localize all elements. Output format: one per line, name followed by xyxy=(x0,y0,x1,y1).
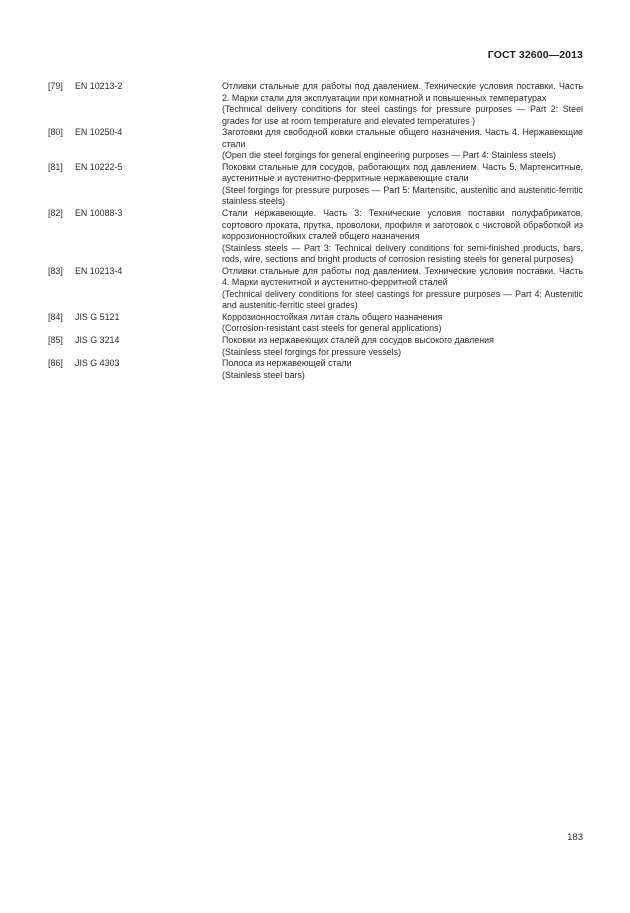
standard-code: EN 10222-5 xyxy=(75,161,123,172)
standard-code: JIS G 3214 xyxy=(75,335,120,346)
standard-code: JIS G 4303 xyxy=(75,358,120,369)
reference-number: [81] xyxy=(48,161,63,172)
reference-entry xyxy=(48,266,583,312)
reference-description xyxy=(222,127,583,162)
reference-number: [79] xyxy=(48,81,63,91)
reference-entry xyxy=(48,208,583,266)
reference-entry xyxy=(48,81,583,127)
english-title: (Stainless steels — Part 3: Technical delivery conditions for semi-finished products, bars, rods, wire, sections and bright products of corrosion resisting steels for general purposes) xyxy=(222,242,583,265)
reference-description xyxy=(222,312,583,335)
reference-list xyxy=(48,81,583,381)
reference-description xyxy=(222,81,583,127)
reference-number: [82] xyxy=(48,208,63,219)
page-number: 183 xyxy=(567,832,583,843)
english-title: (Open die steel forgings for general engineering purposes — Part 4: Stainless steels) xyxy=(222,150,556,161)
english-title: (Technical delivery conditions for steel castings for pressure purposes — Part 4: Austenitic and austenitic-ferritic steel grades) xyxy=(222,288,583,311)
reference-description xyxy=(222,335,583,358)
reference-number: [85] xyxy=(48,335,63,346)
russian-title: Заготовки для свободной ковки стальные общего назначения. Часть 4. Нержавеющие стали xyxy=(222,127,583,149)
russian-title: Стали нержавеющие. Часть 3: Технические условия поставки полуфабрикатов, сортового проката, прутка, проволоки, профиля и заготовок с чистовой обработкой из коррозионностойких сталей общего назначения xyxy=(222,208,583,242)
standard-code: EN 10213-4 xyxy=(75,265,123,276)
standard-code: JIS G 5121 xyxy=(75,311,120,322)
reference-number: [86] xyxy=(48,358,63,369)
russian-title: Отливки стальные для работы под давлением. Технические условия поставки. Часть 4. Марки аустенитной и аустенитно-ферритной сталей xyxy=(222,265,583,288)
russian-title: Коррозионностойкая литая сталь общего назначения xyxy=(222,311,443,322)
reference-entry xyxy=(48,358,583,381)
document-header: ГОСТ 32600—2013 xyxy=(487,49,583,61)
reference-description xyxy=(222,358,583,381)
reference-number: [84] xyxy=(48,311,63,322)
english-title: (Technical delivery conditions for steel castings for pressure purposes — Part 2: Steel grades for use at room temperature and elevated temperatures ) xyxy=(222,104,583,126)
english-title: (Corrosion-resistant cast steels for general applications) xyxy=(222,323,442,334)
reference-number: [80] xyxy=(48,127,63,138)
standard-code: EN 10088-3 xyxy=(75,208,123,219)
english-title: (Stainless steel forgings for pressure vessels) xyxy=(222,346,402,357)
russian-title: Отливки стальные для работы под давлением. Технические условия поставки. Часть 2. Марки стали для эксплуатации при комнатной и повышенных температурах xyxy=(222,81,583,103)
russian-title: Полоса из нержавеющей стали xyxy=(222,358,352,369)
reference-description xyxy=(222,162,583,208)
standard-code: EN 10250-4 xyxy=(75,127,123,138)
english-title: (Steel forgings for pressure purposes — Part 5: Martensitic, austenitic and austenitic-ferritic stainless steels) xyxy=(222,184,583,207)
reference-description xyxy=(222,208,583,266)
russian-title: Поковки из нержавеющих сталей для сосудов высокого давления xyxy=(222,335,494,346)
russian-title: Поковки стальные для сосудов, работающих под давлением. Часть 5. Мартенситные, аустенитные и аустенитно-ферритные нержавеющие стали xyxy=(222,161,583,184)
reference-entry xyxy=(48,335,583,358)
reference-entry xyxy=(48,162,583,208)
reference-number: [83] xyxy=(48,265,63,276)
reference-description xyxy=(222,266,583,312)
reference-entry xyxy=(48,312,583,335)
english-title: (Stainless steel bars) xyxy=(222,369,305,380)
reference-entry xyxy=(48,127,583,162)
standard-code: EN 10213-2 xyxy=(75,81,123,91)
